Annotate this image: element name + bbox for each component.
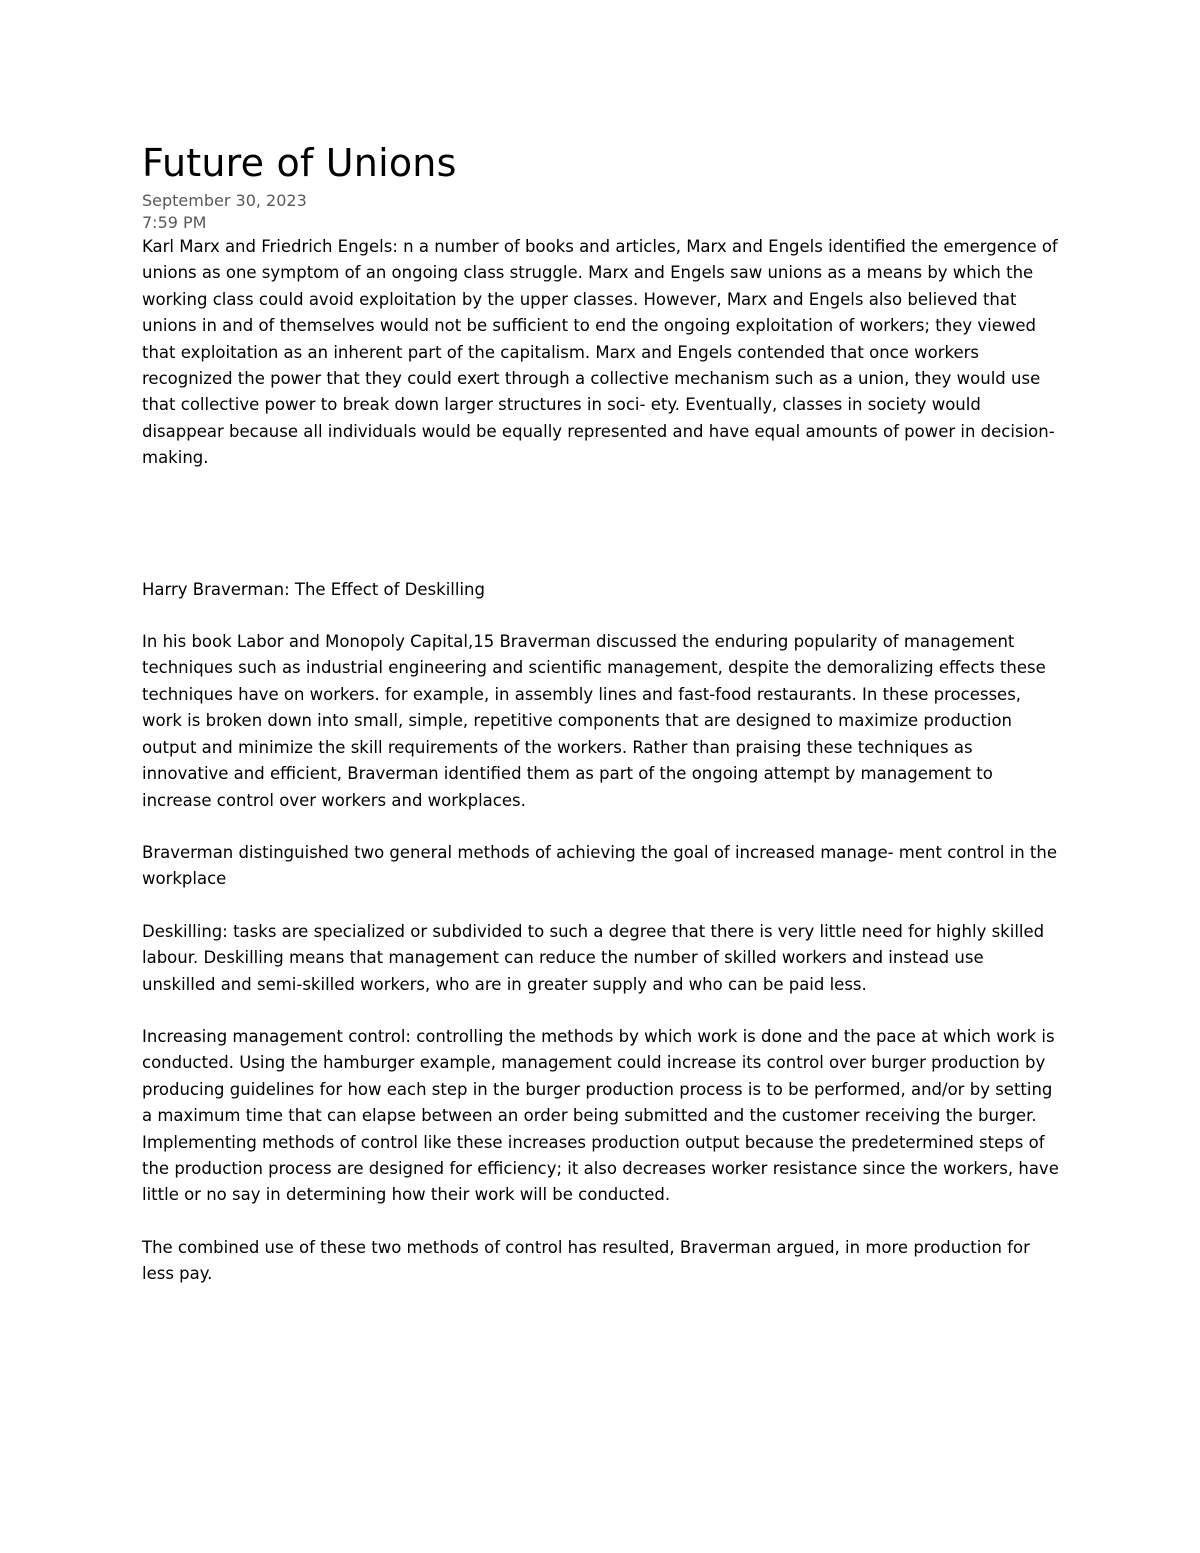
paragraph-conclusion: The combined use of these two methods of control has resulted, Braverman argued, in more production for less pay. [142,1237,1030,1284]
paragraph-braverman-intro: In his book Labor and Monopoly Capital,15 Braverman discussed the enduring popularity of management techniques such as industrial engineering and scientific management, despite the demoralizing effects these techniques have on workers. for example, in assembly lines and fast-food restaurants. In these processes, work is broken down into small, simple, repetitive components that are designed to maximize production output and minimize the skill requirements of the workers. Rather than praising these techniques as innovative and efficient, Braverman identified them as part of the ongoing attempt by management to increase control over workers and workplaces. [142,632,1046,810]
paragraph-two-methods: Braverman distinguished two general methods of achieving the goal of increased manage- ment control in the workplace [142,842,1058,889]
note-time: 7:59 PM [142,213,207,232]
spacer [142,998,1060,1024]
spacer [142,893,1060,919]
paragraph-deskilling: Deskilling: tasks are specialized or subdivided to such a degree that there is very little need for highly skilled labour. Deskilling means that management can reduce the number of skilled workers and instead use unskilled and semi-skilled workers, who are in greater supply and who can be paid less. [142,921,1045,994]
section-heading-braverman: Harry Braverman: The Effect of Deskilling [142,579,485,599]
spacer [142,814,1060,840]
spacer [142,1209,1060,1235]
spacer [142,603,1060,629]
note-metadata [142,190,1060,234]
spacer [142,472,1060,577]
note-date: September 30, 2023 [142,191,307,210]
page-title: Future of Unions [142,141,457,185]
paragraph-management-control: Increasing management control: controlling the methods by which work is done and the pace at which work is conducted. Using the hamburger example, management could increase its control over burger production by producing guidelines for how each step in the burger production process is to be performed, and/or by setting a maximum time that can elapse between an order being submitted and the customer receiving the burger. Implementing methods of control like these increases production output because the predetermined steps of the production process are designed for efficiency; it also decreases worker resistance since the workers, have little or no say in determining how their work will be conducted. [142,1026,1059,1205]
paragraph-marx-engels: Karl Marx and Friedrich Engels: n a number of books and articles, Marx and Engels identified the emergence of unions as one symptom of an ongoing class struggle. Marx and Engels saw unions as a means by which the working class could avoid exploitation by the upper classes. However, Marx and Engels also believed that unions in and of themselves would not be sufficient to end the ongoing exploitation of workers; they viewed that exploitation as an inherent part of the capitalism. Marx and Engels contended that once workers recognized the power that they could exert through a collective mechanism such as a union, they would use that collective power to break down larger structures in soci- ety. Eventually, classes in society would disappear because all individuals would be equally represented and have equal amounts of power in decision-making. [142,237,1058,468]
note-page [142,140,1060,1288]
note-body [142,234,1060,1288]
